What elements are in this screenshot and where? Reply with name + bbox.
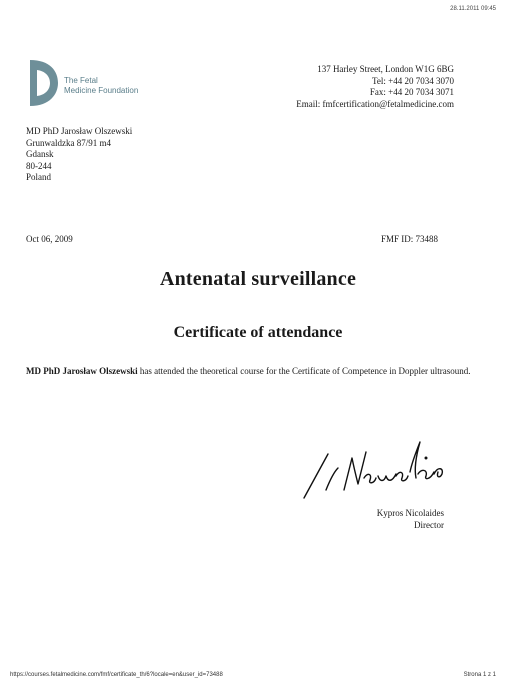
fmf-logo: [28, 58, 158, 112]
recipient-name: MD PhD Jarosław Olszewski: [26, 126, 133, 136]
fmf-logo-icon: [28, 58, 58, 108]
certificate-body: [26, 365, 486, 377]
signatory-name: Kypros Nicolaides: [376, 508, 444, 518]
print-timestamp: 28.11.2011 09:45: [450, 6, 496, 12]
org-fax: Fax: +44 20 7034 3071: [369, 87, 454, 97]
recipient-postcode: 80-244: [26, 160, 52, 171]
footer-url: https://courses.fetalmedicine.com/fmf/certificate_th/6?locale=en&user_id=73488: [10, 672, 223, 678]
attendee-name: MD PhD Jarosław Olszewski: [26, 366, 138, 376]
letter-date: Oct 06, 2009: [26, 234, 73, 244]
footer-page-number: Strona 1 z 1: [463, 672, 496, 678]
fmf-logo-text: [64, 76, 138, 96]
recipient-street: Grunwaldzka 87/91 m4: [26, 137, 111, 148]
signatory-block: [377, 508, 444, 531]
certificate-subtitle: Certificate of attendance: [173, 324, 343, 341]
org-street: 137 Harley Street, London W1G 6BG: [317, 64, 454, 74]
recipient-address: [26, 126, 132, 184]
recipient-country: Poland: [26, 172, 52, 182]
certificate-title: Antenatal surveillance: [159, 268, 357, 290]
attendance-statement: has attended the theoretical course for the Certificate of Competence in Doppler ultrasound.: [137, 366, 471, 376]
signatory-role: Director: [414, 519, 444, 530]
director-signature: [300, 432, 450, 504]
org-tel: Tel: +44 20 7034 3070: [372, 75, 454, 86]
logo-line-2: Medicine Foundation: [64, 86, 139, 95]
organization-address: [214, 64, 454, 110]
org-email: Email: fmfcertification@fetalmedicine.com: [296, 98, 454, 109]
fmf-id: FMF ID: 73488: [380, 234, 438, 244]
recipient-city: Gdansk: [26, 149, 54, 159]
logo-line-1: The Fetal: [64, 76, 98, 85]
